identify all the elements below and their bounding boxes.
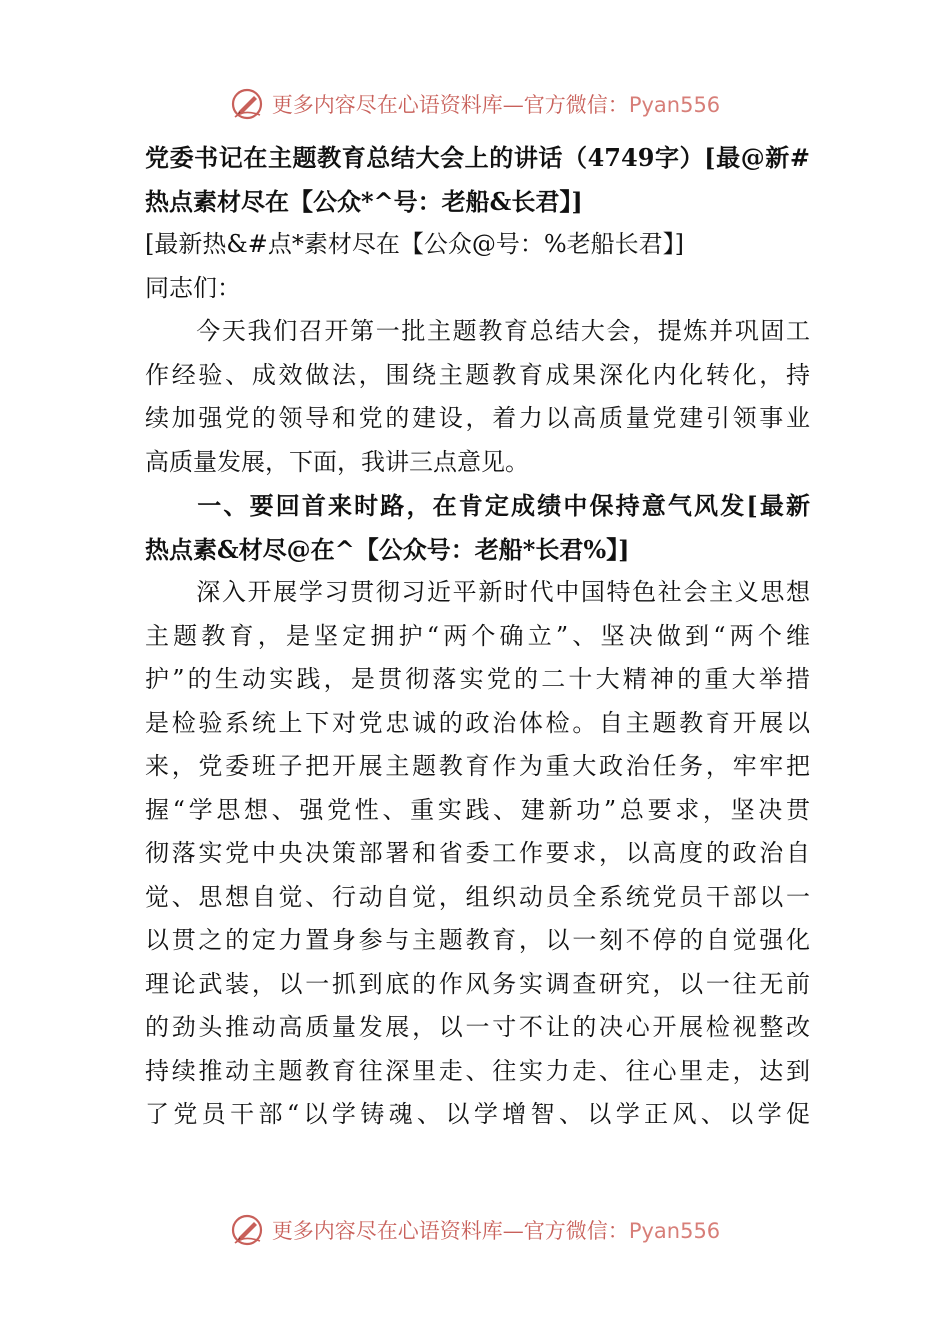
paragraph-line: 今天我们召开第一批主题教育总结大会，提炼并巩固工 xyxy=(145,317,810,345)
paragraph-line: 觉、思想自觉、行动自觉，组织动员全系统党员干部以一 xyxy=(145,882,810,911)
header-watermark xyxy=(0,84,950,124)
paragraph-line: 以贯之的定力置身参与主题教育，以一刻不停的自觉强化 xyxy=(145,926,810,954)
paragraph-line: 作经验、成效做法，围绕主题教育成果深化内化转化，持 xyxy=(145,360,810,389)
document-subtitle: [最新热&#点*素材尽在【公众@号：%老船长君】] xyxy=(145,230,685,258)
paragraph-line: 主题教育，是坚定拥护“两个确立”、坚决做到“两个维 xyxy=(145,621,810,650)
paragraph-line: 持续推动主题教育往深里走、往实力走、往心里走，达到 xyxy=(145,1056,810,1085)
paragraph-line: 的劲头推动高质量发展，以一寸不让的决心开展检视整改 xyxy=(145,1013,810,1041)
paragraph-line: 护”的生动实践，是贯彻落实党的二十大精神的重大举措 xyxy=(145,665,810,693)
paragraph-line: 深入开展学习贯彻习近平新时代中国特色社会主义思想 xyxy=(145,578,810,606)
document-body xyxy=(145,136,810,1137)
document-title-line: 党委书记在主题教育总结大会上的讲话（4749字）[最@新# xyxy=(145,143,810,172)
watermark-text: 更多内容尽在心语资料库—官方微信：Pyan556 xyxy=(271,93,721,117)
document-title-line: 热点素材尽在【公众*^号：老船&长君】] xyxy=(145,186,583,216)
paragraph-line: 理论武装，以一抓到底的作风务实调查研究，以一往无前 xyxy=(145,969,810,998)
footer-watermark xyxy=(0,1210,950,1250)
paragraph-line: 续加强党的领导和党的建设，着力以高质量党建引领事业 xyxy=(145,404,810,432)
salutation: 同志们： xyxy=(145,273,241,302)
section-heading-line: 热点素&材尽@在^【公众号：老船*长君%】] xyxy=(145,534,630,564)
paragraph-line: 握“学思想、强党性、重实践、建新功”总要求，坚决贯 xyxy=(145,795,810,824)
paragraph-line: 是检验系统上下对党忠诚的政治体检。自主题教育开展以 xyxy=(145,708,810,737)
paragraph-line: 了党员干部“以学铸魂、以学增智、以学正风、以学促 xyxy=(145,1100,810,1128)
section-heading-line: 一、要回首来时路，在肯定成绩中保持意气风发[最新 xyxy=(145,491,810,520)
paragraph-line: 彻落实党中央决策部署和省委工作要求，以高度的政治自 xyxy=(145,839,810,867)
watermark-text: 更多内容尽在心语资料库—官方微信：Pyan556 xyxy=(271,1219,721,1243)
paragraph-line: 来，党委班子把开展主题教育作为重大政治任务，牢牢把 xyxy=(145,752,810,780)
paragraph-line: 高质量发展，下面，我讲三点意见。 xyxy=(145,447,529,476)
pen-logo-icon xyxy=(230,87,264,121)
pen-logo-icon xyxy=(230,1213,264,1247)
